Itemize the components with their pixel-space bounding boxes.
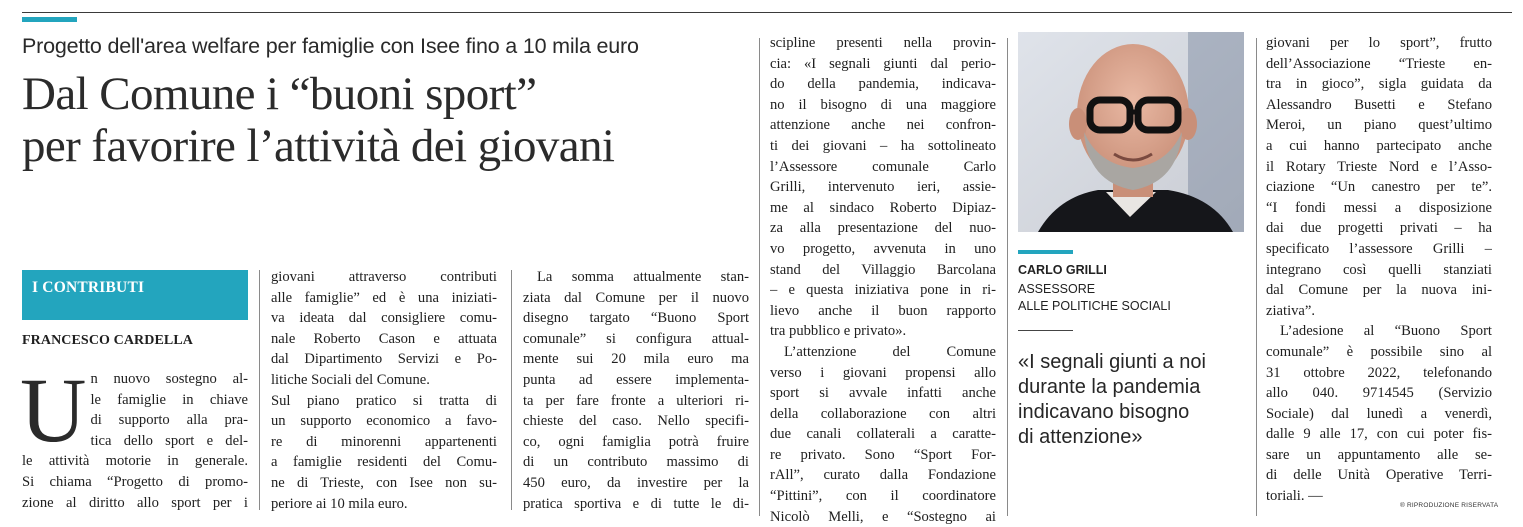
text-line: litiche Sociali del Comune. <box>271 371 430 388</box>
text-line: di supporto alla pra- <box>90 412 248 429</box>
body-column-2 <box>271 267 497 514</box>
text-line: dell’Associazione “Trieste en- <box>1266 55 1492 72</box>
text-line: n nuovo sostegno al- <box>90 371 248 387</box>
column-rule <box>1256 38 1257 516</box>
accent-bar <box>22 17 77 22</box>
text-line: dai due progetti privati – ha <box>1266 220 1492 237</box>
text-line: scipline presenti nella provin- <box>770 35 996 51</box>
text-line: due canali collaterali a caratte- <box>770 426 996 443</box>
text-line: L’adesione al “Buono Sport <box>1280 323 1492 340</box>
top-rule <box>22 12 1512 13</box>
text-line: toriali. — <box>1266 488 1323 505</box>
photo-caption-name: CARLO GRILLI <box>1018 263 1107 277</box>
headline-line: per favorire l’attività dei giovani <box>22 120 615 172</box>
text-line: no il bisogno di una maggiore <box>770 96 996 113</box>
pullquote-line: di attenzione» <box>1018 426 1143 448</box>
headline <box>22 68 752 172</box>
text-line: giovani attraverso contributi <box>271 269 497 285</box>
section-label: I CONTRIBUTI <box>22 270 248 320</box>
text-line: ziata dal Comune per il nuovo <box>523 289 749 306</box>
text-line: le attività motorie in generale. <box>22 453 248 470</box>
author-byline: FRANCESCO CARDELLA <box>22 333 193 348</box>
text-line: co, ogni famiglia potrà fruire <box>523 433 749 450</box>
pullquote-rule <box>1018 330 1073 331</box>
pullquote <box>1018 350 1254 450</box>
text-line: lievo anche il buon rapporto <box>770 302 996 319</box>
column-rule <box>1007 38 1008 516</box>
text-line: Alessandro Busetti e Stefano <box>1266 96 1492 113</box>
text-line: alle famiglie” ed è una iniziati- <box>271 289 497 306</box>
text-line: tra in gioco”, sigla guidata da <box>1266 76 1492 93</box>
text-line: sare un appuntamento alle se- <box>1266 446 1492 463</box>
caption-role-line: ALLE POLITICHE SOCIALI <box>1018 299 1171 313</box>
text-line: tra pubblico e privato». <box>770 323 907 340</box>
text-line: ciazione “Un canestro per te”. <box>1266 179 1492 196</box>
pullquote-line: durante la pandemia <box>1018 376 1201 398</box>
column-rule <box>511 270 512 510</box>
text-line: Sociale) dal lunedì a venerdì, <box>1266 405 1492 422</box>
text-line: cia: «I segnali giunti dal perio- <box>770 55 996 72</box>
text-line: disegno targato “Buono Sport <box>523 310 749 327</box>
text-line: za alla presentazione del nuo- <box>770 220 996 237</box>
text-line: ti dei giovani – ha sottolineato <box>770 137 996 154</box>
text-line: le famiglie in chiave <box>90 391 248 408</box>
text-line: dal Comune per la nuova ini- <box>1266 282 1492 299</box>
text-line: comunale” si configura attual- <box>523 330 749 347</box>
text-line: me al sindaco Roberto Dipiaz- <box>770 199 996 216</box>
text-line: Meroi, un piano quest’ultimo <box>1266 117 1492 134</box>
text-line: ta per fare fronte a ulteriori ri- <box>523 392 749 409</box>
text-line: chieste del caso. Nello specifi- <box>523 413 749 430</box>
text-line: un supporto economico a favo- <box>271 413 497 430</box>
text-line: dalle 9 alle 17, con cui poter fis- <box>1266 426 1492 443</box>
text-line: specificato l’assessore Grilli – <box>1266 240 1492 257</box>
text-line: integrano così quelli stanziati <box>1266 261 1492 278</box>
column-rule <box>759 38 760 516</box>
text-line: mente sui 20 mila euro ma <box>523 351 749 368</box>
text-line: re di minorenni appartenenti <box>271 433 497 450</box>
portrait-illustration <box>1018 32 1244 232</box>
text-line: zione al diritto allo sport per i <box>22 494 248 511</box>
text-line: dal Dipartimento Servizi e Po- <box>271 351 497 368</box>
text-line: stand del Villaggio Barcolana <box>770 261 996 278</box>
text-line: punta ad essere implementa- <box>523 371 749 388</box>
text-line: comunale” è possibile sino al <box>1266 343 1492 360</box>
text-line: sport si avvale infatti anche <box>770 385 996 402</box>
text-line: ziativa”. <box>1266 302 1316 319</box>
drop-cap: U <box>20 359 87 461</box>
pullquote-line: «I segnali giunti a noi <box>1018 351 1206 373</box>
text-line: Sul piano pratico si tratta di <box>271 392 497 409</box>
pullquote-line: indicavano bisogno <box>1018 401 1190 423</box>
text-line: 31 ottobre 2022, telefonando <box>1266 364 1492 381</box>
caption-accent-bar <box>1018 250 1073 254</box>
text-line: a cui hanno partecipato anche <box>1266 137 1492 154</box>
text-line: – e questa iniziativa pone in ri- <box>770 282 996 299</box>
photo-caption-role <box>1018 281 1238 315</box>
text-line: va ideata dal consigliere comu- <box>271 310 497 327</box>
text-line: giovani per lo sport”, frutto <box>1266 35 1492 51</box>
text-line: tica dello sport e del- <box>90 432 248 449</box>
text-line: il Rotary Trieste Nord e l’Asso- <box>1266 158 1492 175</box>
text-line: a famiglie residenti del Comu- <box>271 454 497 471</box>
body-column-4 <box>770 33 996 527</box>
text-line: re privato. Sono “Sport For- <box>770 446 996 463</box>
kicker: Progetto dell'area welfare per famiglie con Isee fino a 10 mila euro <box>22 34 639 58</box>
text-line: nale Roberto Cason e attuata <box>271 330 497 347</box>
text-line: Nicolò Melli, e “Sostegno ai <box>770 508 996 525</box>
body-column-5 <box>1266 33 1492 507</box>
text-line: 450 euro, da investire per la <box>523 474 749 491</box>
text-line: rAll”, curato dalla Fondazione <box>770 467 996 484</box>
text-line: do della pandemia, indicava- <box>770 76 996 93</box>
text-line: vo progetto, avvenuta in uno <box>770 240 996 257</box>
text-line: ne di Trieste, con Isee non su- <box>271 474 497 491</box>
text-line: verso i giovani propensi allo <box>770 364 996 381</box>
text-line: “I fondi messi a disposizione <box>1266 199 1492 216</box>
body-column-1 <box>20 359 248 513</box>
text-line: Grilli, intervenuto ieri, assie- <box>770 179 996 196</box>
text-line: di delle Unità Operative Terri- <box>1266 467 1492 484</box>
text-line: pratica sportiva e di tutte le di- <box>523 495 749 512</box>
column-rule <box>259 270 260 510</box>
text-line: L’attenzione del Comune <box>784 343 996 360</box>
text-line: l’Assessore comunale Carlo <box>770 158 996 175</box>
text-line: di un contributo massimo di <box>523 454 749 471</box>
caption-role-line: ASSESSORE <box>1018 282 1096 296</box>
headline-line: Dal Comune i “buoni sport” <box>22 68 537 120</box>
text-line: allo 040. 9714545 (Servizio <box>1266 385 1492 402</box>
copyright-notice: ® RIPRODUZIONE RISERVATA <box>1400 502 1499 509</box>
text-line: “Pittini”, con il coordinatore <box>770 488 996 505</box>
portrait-photo <box>1018 32 1244 232</box>
text-line: della collaborazione con altri <box>770 405 996 422</box>
text-line: periore ai 10 mila euro. <box>271 495 408 512</box>
text-line: La somma attualmente stan- <box>537 269 749 285</box>
text-line: Si chiama “Progetto di promo- <box>22 473 248 490</box>
body-column-3 <box>523 267 749 514</box>
text-line: attenzione anche nei confron- <box>770 117 996 134</box>
